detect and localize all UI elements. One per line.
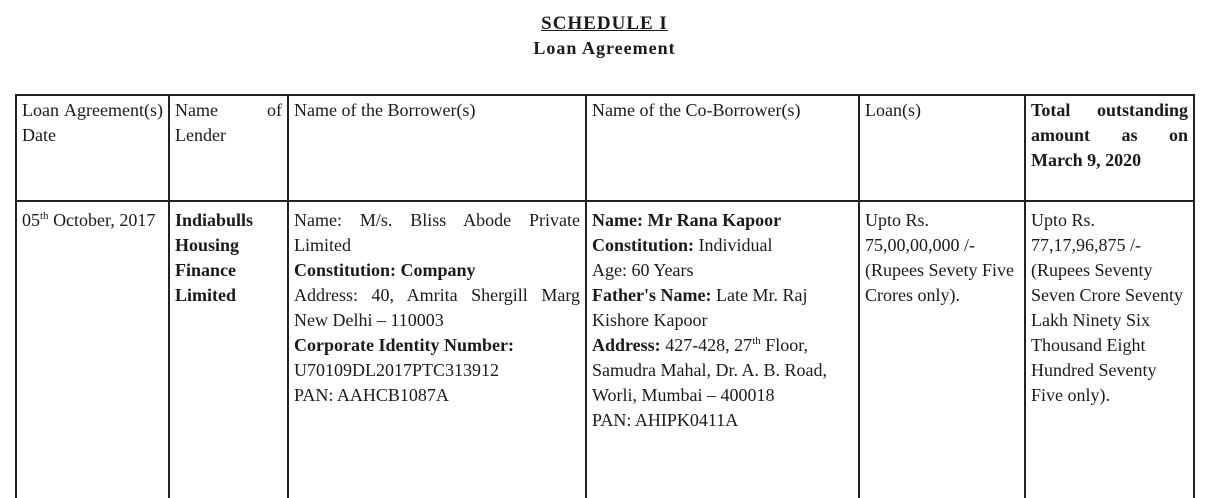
coborrower-constitution-label: Constitution: bbox=[592, 235, 695, 255]
header-loan: Loan(s) bbox=[859, 95, 1025, 201]
borrower-name: Name: M/s. Bliss Abode Private Limited bbox=[294, 210, 580, 255]
schedule-subtitle: Loan Agreement bbox=[533, 38, 676, 58]
borrower-cin: U70109DL2017PTC313912 bbox=[294, 360, 500, 380]
coborrower-address-a: 427-428, 27 bbox=[665, 335, 753, 355]
cell-borrower bbox=[288, 201, 586, 498]
cell-coborrower bbox=[586, 201, 859, 498]
cell-loan: Upto Rs. 75,00,00,000 /- (Rupees Sevety Five Crores only). bbox=[859, 201, 1025, 498]
date-day: 05 bbox=[22, 210, 40, 230]
coborrower-father bbox=[592, 283, 853, 333]
loan-agreement-table bbox=[15, 94, 1195, 498]
coborrower-name: Name: Mr Rana Kapoor bbox=[592, 210, 782, 230]
header-outstanding: Total outstanding amount as on March 9, 2020 bbox=[1025, 95, 1194, 201]
borrower-constitution: Constitution: Company bbox=[294, 260, 476, 280]
header-borrower: Name of the Borrower(s) bbox=[288, 95, 586, 201]
coborrower-constitution-value: Individual bbox=[698, 235, 773, 255]
coborrower-address-label: Address: bbox=[592, 335, 661, 355]
coborrower-address bbox=[592, 333, 853, 408]
coborrower-father-label: Father's Name: bbox=[592, 285, 712, 305]
table-row bbox=[16, 201, 1194, 498]
coborrower-age: Age: 60 Years bbox=[592, 260, 694, 280]
header-date: Loan Agreement(s) Date bbox=[16, 95, 169, 201]
coborrower-father-value: Late Mr. Raj Kishore Kapoor bbox=[592, 285, 808, 330]
schedule-title: SCHEDULE I bbox=[541, 13, 668, 34]
borrower-pan: PAN: AAHCB1087A bbox=[294, 385, 449, 405]
date-suffix: th bbox=[40, 210, 49, 222]
date-rest: October, 2017 bbox=[53, 210, 156, 230]
cell-date bbox=[16, 201, 169, 498]
header-coborrower: Name of the Co-Borrower(s) bbox=[586, 95, 859, 201]
coborrower-address-b: Floor, Samudra Mahal, Dr. A. B. Road, Worli, Mumbai – 400018 bbox=[592, 335, 827, 405]
borrower-address: Address: 40, Amrita Shergill Marg New Delhi – 110003 bbox=[294, 285, 580, 330]
coborrower-pan: PAN: AHIPK0411A bbox=[592, 410, 739, 430]
coborrower-constitution bbox=[592, 233, 853, 258]
borrower-cin-label: Corporate Identity Number: bbox=[294, 335, 514, 355]
coborrower-address-sup: th bbox=[752, 335, 761, 347]
cell-lender: Indiabulls Housing Finance Limited bbox=[169, 201, 288, 498]
header-lender: Name of Lender bbox=[169, 95, 288, 201]
cell-outstanding: Upto Rs. 77,17,96,875 /-(Rupees Seventy Seven Crore Seventy Lakh Ninety Six Thousand Eight Hundred Seventy Five only). bbox=[1025, 201, 1194, 498]
table-header-row bbox=[16, 95, 1194, 201]
